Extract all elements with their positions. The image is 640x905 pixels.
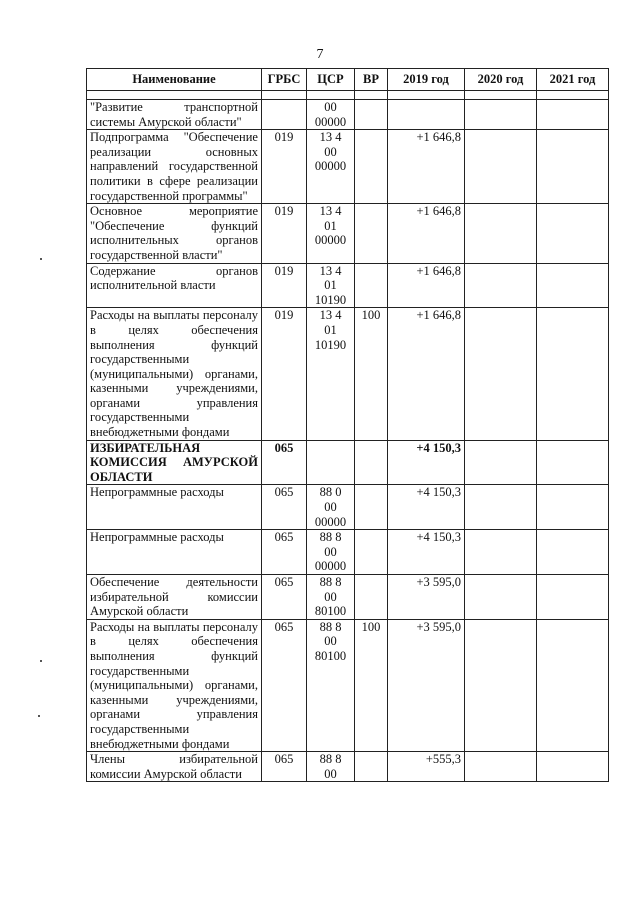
cell-grbs: 065 [262, 619, 307, 751]
cell-vr [355, 752, 388, 782]
csr-part: 00 [324, 766, 337, 781]
cell-csr [307, 204, 355, 263]
cell-2021 [537, 619, 609, 751]
cell-2019: +1 646,8 [388, 308, 465, 440]
header-2020: 2020 год [465, 69, 537, 91]
cell-name: Основное мероприятие "Обеспечение функций исполнительных органов государственной власти" [87, 204, 262, 263]
scan-speck [40, 660, 42, 662]
cell-csr [307, 440, 355, 485]
cell-2020 [465, 308, 537, 440]
cell-2020 [465, 485, 537, 530]
cell-grbs: 065 [262, 530, 307, 575]
header-2021: 2021 год [537, 69, 609, 91]
csr-part: 10190 [314, 337, 347, 352]
table-row [87, 575, 609, 620]
cell-name: ИЗБИРАТЕЛЬНАЯ КОМИССИЯ АМУРСКОЙ ОБЛАСТИ [87, 440, 262, 485]
cell-vr [355, 530, 388, 575]
cell-2019: +1 646,8 [388, 263, 465, 308]
table-row [87, 440, 609, 485]
cell-2020 [465, 100, 537, 130]
cell-2019: +1 646,8 [388, 130, 465, 204]
header-csr: ЦСР [307, 69, 355, 91]
cell-name: Расходы на выплаты персоналу в целях обеспечения выполнения функций государственными (муниципальными) органами, казенными учреждениями, органами управления государственными внебюджетными фондами [87, 308, 262, 440]
cell-2021 [537, 263, 609, 308]
cell-vr [355, 575, 388, 620]
cell-2019 [388, 100, 465, 130]
cell-2021 [537, 752, 609, 782]
csr-part: 00 [324, 589, 337, 604]
header-vr: ВР [355, 69, 388, 91]
cell-2021 [537, 204, 609, 263]
cell-vr: 100 [355, 619, 388, 751]
csr-part: 88 8 [319, 619, 342, 634]
cell-2020 [465, 575, 537, 620]
cell-2019: +1 646,8 [388, 204, 465, 263]
table-row [87, 130, 609, 204]
table-row [87, 619, 609, 751]
cell-grbs [262, 100, 307, 130]
cell-csr [307, 530, 355, 575]
cell-2021 [537, 485, 609, 530]
cell-2019: +4 150,3 [388, 485, 465, 530]
cell-2019: +3 595,0 [388, 575, 465, 620]
cell-2019: +4 150,3 [388, 530, 465, 575]
csr-part: 88 8 [319, 530, 342, 545]
csr-part: 00000 [314, 114, 347, 129]
cell-grbs: 065 [262, 575, 307, 620]
cell-name: Обеспечение деятельности избирательной комиссии Амурской области [87, 575, 262, 620]
table-row [87, 263, 609, 308]
csr-part: 00 [324, 500, 337, 515]
table-row [87, 530, 609, 575]
cell-vr [355, 485, 388, 530]
cell-2020 [465, 752, 537, 782]
cell-2020 [465, 263, 537, 308]
cell-grbs: 019 [262, 204, 307, 263]
csr-part: 01 [324, 322, 337, 337]
csr-part: 00 [324, 544, 337, 559]
cell-name: Расходы на выплаты персоналу в целях обеспечения выполнения функций государственными (муниципальными) органами, казенными учреждениями, органами управления государственными внебюджетными фондами [87, 619, 262, 751]
cell-name: Подпрограмма "Обеспечение реализации основных направлений государственной политики в сфере реализации государственной программы" [87, 130, 262, 204]
cell-2020 [465, 204, 537, 263]
cell-vr [355, 204, 388, 263]
csr-part: 00000 [314, 159, 347, 174]
csr-part: 00000 [314, 559, 347, 574]
table-header-row [87, 69, 609, 91]
cell-name: Члены избирательной комиссии Амурской области [87, 752, 262, 782]
cell-name: Непрограммные расходы [87, 485, 262, 530]
cell-grbs: 019 [262, 263, 307, 308]
spacer-row [87, 91, 609, 100]
csr-part: 80100 [314, 648, 347, 663]
page-number: 7 [316, 47, 324, 62]
cell-csr [307, 619, 355, 751]
cell-grbs: 019 [262, 308, 307, 440]
header-grbs: ГРБС [262, 69, 307, 91]
cell-csr [307, 575, 355, 620]
header-name: Наименование [87, 69, 262, 91]
cell-2021 [537, 575, 609, 620]
csr-part: 00000 [314, 514, 347, 529]
budget-table [86, 68, 609, 782]
scan-speck [40, 258, 42, 260]
cell-name: Содержание органов исполнительной власти [87, 263, 262, 308]
cell-2021 [537, 530, 609, 575]
scan-speck [38, 715, 40, 717]
cell-2019: +4 150,3 [388, 440, 465, 485]
cell-csr [307, 485, 355, 530]
cell-2021 [537, 130, 609, 204]
table-row [87, 308, 609, 440]
cell-2020 [465, 130, 537, 204]
table-row [87, 752, 609, 782]
cell-csr [307, 130, 355, 204]
cell-vr [355, 263, 388, 308]
csr-part: 10190 [314, 292, 347, 307]
csr-part: 01 [324, 278, 337, 293]
csr-part: 13 4 [319, 204, 342, 219]
csr-part: 80100 [314, 604, 347, 619]
csr-part: 01 [324, 218, 337, 233]
csr-part: 88 0 [319, 485, 342, 500]
cell-2020 [465, 619, 537, 751]
csr-part: 13 4 [319, 130, 342, 145]
table-row [87, 485, 609, 530]
cell-2019: +555,3 [388, 752, 465, 782]
cell-name: "Развитие транспортной системы Амурской области" [87, 100, 262, 130]
cell-vr [355, 100, 388, 130]
header-2019: 2019 год [388, 69, 465, 91]
cell-2020 [465, 530, 537, 575]
cell-grbs: 065 [262, 440, 307, 485]
cell-vr: 100 [355, 308, 388, 440]
cell-vr [355, 130, 388, 204]
cell-2021 [537, 308, 609, 440]
csr-part: 88 8 [319, 752, 342, 767]
cell-2021 [537, 100, 609, 130]
table-row [87, 100, 609, 130]
csr-part: 00000 [314, 233, 347, 248]
cell-csr [307, 752, 355, 782]
cell-grbs: 019 [262, 130, 307, 204]
csr-part: 00 [324, 144, 337, 159]
cell-csr [307, 100, 355, 130]
table-row [87, 204, 609, 263]
csr-part: 88 8 [319, 575, 342, 589]
cell-csr [307, 263, 355, 308]
csr-part: 00 [324, 100, 337, 114]
csr-part: 13 4 [319, 308, 342, 323]
cell-name: Непрограммные расходы [87, 530, 262, 575]
cell-2019: +3 595,0 [388, 619, 465, 751]
cell-2021 [537, 440, 609, 485]
cell-vr [355, 440, 388, 485]
csr-part: 13 4 [319, 263, 342, 278]
cell-grbs: 065 [262, 752, 307, 782]
cell-grbs: 065 [262, 485, 307, 530]
csr-part: 00 [324, 634, 337, 649]
cell-csr [307, 308, 355, 440]
cell-2020 [465, 440, 537, 485]
